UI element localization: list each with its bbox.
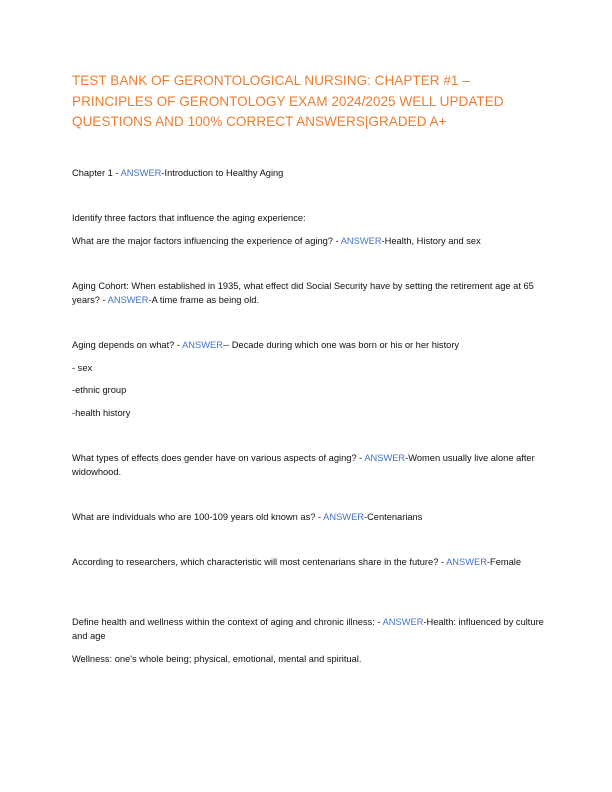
answer-text: -Health: influenced by culture and age — [72, 617, 544, 642]
answer-text: -- Decade during which one was born or his or her history — [222, 340, 460, 350]
question-text: Aging depends on what? - — [72, 340, 183, 350]
question-text: Chapter 1 - — [72, 168, 121, 178]
answer-label: ANSWER — [323, 512, 364, 522]
qa-define-health-wellness — [72, 615, 544, 644]
list-item-health-history: -health history — [72, 408, 131, 418]
question-text: Aging Cohort: When established in 1935, what effect did Social Security have by setting the retirement age at 65 years? - — [72, 281, 534, 306]
answer-label: ANSWER — [182, 340, 223, 350]
qa-aging-cohort — [72, 279, 544, 308]
answer-text: -A time frame as being old. — [148, 295, 260, 306]
answer-text: -Health, History and sex — [381, 236, 481, 246]
answer-label: ANSWER — [446, 557, 487, 567]
qa-researchers-characteristic — [72, 555, 544, 569]
answer-text: -Women usually live alone after widowhood. — [72, 453, 535, 478]
qa-chapter — [72, 166, 544, 180]
list-item-ethnic-group: -ethnic group — [72, 385, 127, 395]
qa-major-factors — [72, 234, 544, 248]
question-text: What are the major factors influencing the experience of aging? - — [72, 236, 341, 246]
answer-text: -Introduction to Healthy Aging — [161, 168, 284, 178]
qa-aging-depends — [72, 338, 544, 352]
answer-label: ANSWER — [340, 236, 382, 246]
document-title: TEST BANK OF GERONTOLOGICAL NURSING: CHAPTER #1 – PRINCIPLES OF GERONTOLOGY EXAM 2024/2025 WELL UPDATED QUESTIONS AND 100% CORRECT ANSWERS|GRADED A+ — [72, 73, 504, 130]
answer-label: ANSWER — [120, 168, 162, 178]
qa-centenarians — [72, 510, 544, 524]
answer-text: -Centenarians — [363, 512, 423, 522]
wellness-definition-text: Wellness: one's whole being; physical, emotional, mental and spiritual. — [72, 654, 362, 664]
question-text: Define health and wellness within the context of aging and chronic illness: - — [72, 617, 383, 627]
qa-gender-effects — [72, 451, 544, 480]
question-text: What are individuals who are 100-109 years old known as? - — [72, 512, 324, 522]
answer-label: ANSWER — [107, 295, 149, 306]
answer-label: ANSWER — [382, 617, 424, 627]
list-item-sex: - sex — [72, 363, 93, 373]
question-text: According to researchers, which characteristic will most centenarians share in the future? - — [72, 557, 447, 567]
question-text: What types of effects does gender have on various aspects of aging? - — [72, 453, 365, 463]
answer-text: -Female — [486, 557, 522, 567]
answer-label: ANSWER — [364, 453, 406, 463]
identify-factors-text: Identify three factors that influence the aging experience: — [72, 213, 306, 223]
